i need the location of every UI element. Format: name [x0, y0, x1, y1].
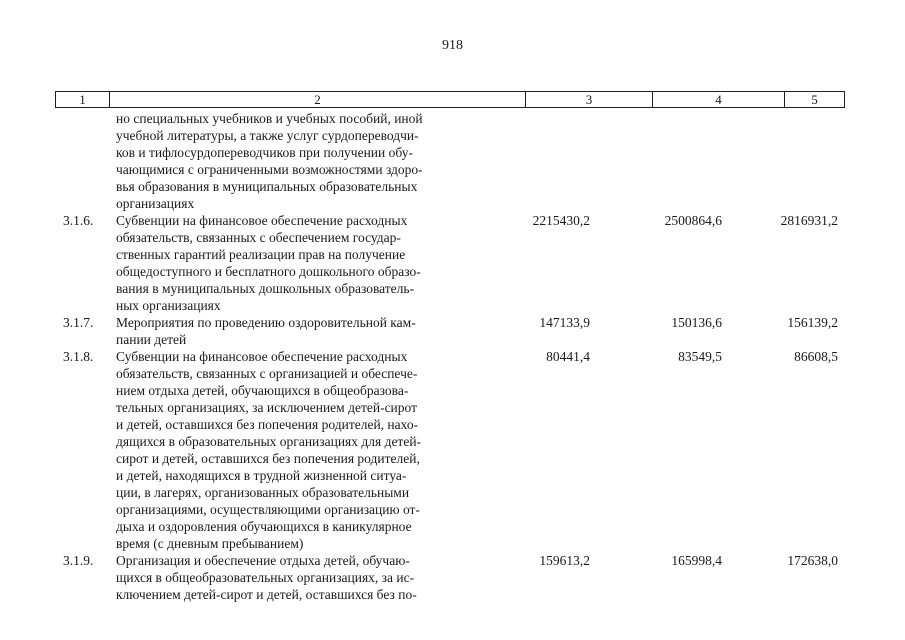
- value-col-3: 147133,9: [539, 315, 590, 330]
- row-description: Субвенции на финансовое обеспечение расходных обязательств, связанных с обеспечением государ- ственных гарантий реализации прав на получение общедоступного и бесплатного дошкольного образо- вания в муниципальных дошкольных образователь- ных организациях: [116, 213, 421, 313]
- header-col-1: 1: [56, 92, 110, 107]
- value-col-4: 2500864,6: [664, 213, 722, 228]
- row-description: Мероприятия по проведению оздоровительной кам- пании детей: [116, 315, 416, 347]
- value-col-4: 150136,6: [671, 315, 722, 330]
- value-col-3: 80441,4: [546, 349, 590, 364]
- value-col-5: 172638,0: [787, 553, 838, 568]
- header-col-2: 2: [110, 92, 526, 107]
- header-col-4: 4: [653, 92, 785, 107]
- value-col-5: 156139,2: [787, 315, 838, 330]
- row-number: 3.1.8.: [63, 349, 94, 364]
- value-col-5: 2816931,2: [780, 213, 838, 228]
- row-number: 3.1.6.: [63, 213, 94, 228]
- value-col-4: 83549,5: [678, 349, 722, 364]
- value-col-4: 165998,4: [671, 553, 722, 568]
- table-header: [55, 91, 845, 108]
- row-description: Организация и обеспечение отдыха детей, обучаю- щихся в общеобразовательных организациях, за ис- ключением детей-сирот и детей, оставшихся без по-: [116, 553, 417, 602]
- value-col-5: 86608,5: [794, 349, 838, 364]
- row-description: Субвенции на финансовое обеспечение расходных обязательств, связанных с организацией и обеспече- нием отдыха детей, обучающихся в общеобразова- тельных организациях, за исключением детей-сирот и детей, оставшихся без попечения родителей, нахо- дящихся в образовательных организациях для детей- сирот и детей, оставшихся без попечения родителей, и детей, находящихся в трудной жизненной ситуа- ции, в лагерях, организованных образовательными организациями, осуществляющими организацию от- дыха и оздоровления обучающихся в каникулярное время (с дневным пребыванием): [116, 349, 422, 551]
- header-col-3: 3: [526, 92, 653, 107]
- continuation-text: но специальных учебников и учебных пособий, иной учебной литературы, а также услуг сурдопереводчи- ков и тифлосурдопереводчиков при получении обу- чающимися с ограниченными возможностями здоро- вья образования в муниципальных образовательных организациях: [116, 111, 423, 211]
- value-col-3: 2215430,2: [532, 213, 590, 228]
- row-number: 3.1.7.: [63, 315, 94, 330]
- row-number: 3.1.9.: [63, 553, 94, 568]
- value-col-3: 159613,2: [539, 553, 590, 568]
- page-number: 918: [442, 38, 463, 53]
- header-col-5: 5: [811, 92, 818, 107]
